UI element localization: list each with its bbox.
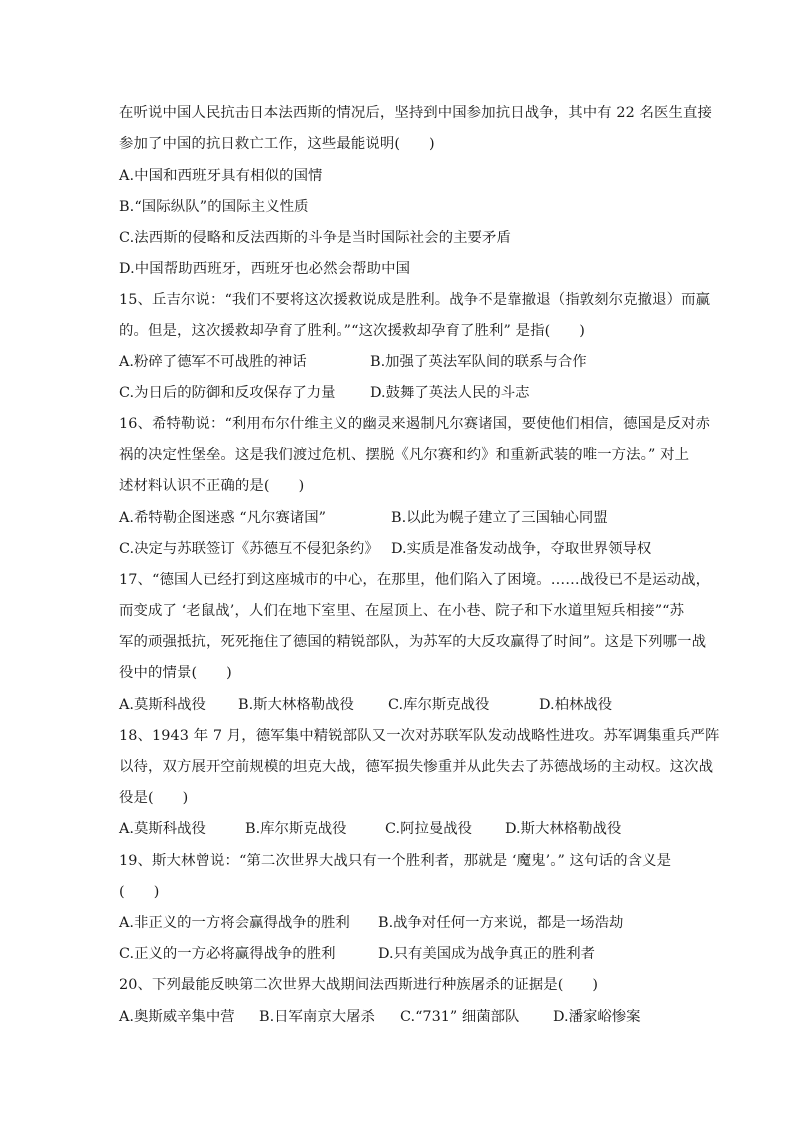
- q19-option-c: C.正义的一方必将赢得战争的胜利: [119, 946, 336, 962]
- q20-line-1: 20、下列最能反映第二次世界大战期间法西斯进行种族屠杀的证据是( ): [119, 977, 599, 993]
- q16-option-d: D.实质是准备发动战争，夺取世界领导权: [391, 541, 652, 557]
- intro-option-c: C.法西斯的侵略和反法西斯的斗争是当时国际社会的主要矛盾: [119, 230, 512, 246]
- q17-line-1: 17、“德国人已经打到这座城市的中心，在那里，他们陷入了困境。……战役已不是运动战，: [119, 572, 711, 588]
- q20-option-a: A.奥斯威辛集中营: [119, 1009, 235, 1025]
- q17-option-b: B.斯大林格勒战役: [238, 697, 354, 713]
- q17-option-d: D.柏林战役: [539, 697, 613, 713]
- q16-option-c: C.决定与苏联签订《苏德互不侵犯条约》: [119, 541, 379, 557]
- q20-option-c: C.“731” 细菌部队: [400, 1009, 520, 1025]
- q18-line-2: 以待，双方展开空前规模的坦克大战，德军损失惨重并从此失去了苏德战场的主动权。这次战: [119, 759, 714, 775]
- q15-line-2: 的。但是，这次援救却孕育了胜利。”“这次援救却孕育了胜利” 是指( ): [119, 323, 585, 339]
- q17-option-c: C.库尔斯克战役: [388, 697, 490, 713]
- q15-option-a: A.粉碎了德军不可战胜的神话: [119, 354, 307, 370]
- q19-option-b: B.战争对任何一方来说，都是一场浩劫: [378, 915, 624, 931]
- q16-line-3: 述材料认识不正确的是( ): [119, 478, 305, 494]
- q18-option-a: A.莫斯科战役: [119, 821, 206, 837]
- q18-line-1: 18、1943 年 7 月，德军集中精锐部队又一次对苏联军队发动战略性进攻。苏军调集重兵严阵: [119, 728, 720, 744]
- q18-option-c: C.阿拉曼战役: [385, 821, 473, 837]
- q16-option-b: B.以此为幌子建立了三国轴心同盟: [391, 510, 608, 526]
- intro-line-2: 参加了中国的抗日救亡工作，这些最能说明( ): [119, 136, 435, 152]
- intro-option-b: B.“国际纵队”的国际主义性质: [119, 199, 309, 215]
- q19-line-2: ( ): [119, 884, 160, 900]
- q15-option-b: B.加强了英法军队间的联系与合作: [370, 354, 587, 370]
- q16-line-1: 16、希特勒说：“利用布尔什维主义的幽灵来遏制凡尔赛诸国，要使他们相信，德国是反对赤: [119, 416, 711, 432]
- q15-option-c: C.为日后的防御和反攻保存了力量: [119, 385, 336, 401]
- q19-option-d: D.只有美国成为战争真正的胜利者: [378, 946, 596, 962]
- q19-line-1: 19、斯大林曾说：“第二次世界大战只有一个胜利者，那就是 ‘魔鬼’。” 这句话的含义是: [119, 853, 672, 869]
- q18-line-3: 役是( ): [119, 790, 189, 806]
- q17-option-a: A.莫斯科战役: [119, 697, 206, 713]
- intro-line-1: 在听说中国人民抗击日本法西斯的情况后，坚持到中国参加抗日战争，其中有 22 名医生直接: [119, 105, 712, 121]
- q15-line-1: 15、丘吉尔说：“我们不要将这次援救说成是胜利。战争不是靠撤退（指敦刻尔克撤退）而赢: [119, 292, 711, 308]
- q17-line-3: 军的顽强抵抗，死死拖住了德国的精锐部队，为苏军的大反攻赢得了时间”。这是下列哪一战: [119, 634, 707, 650]
- q16-line-2: 祸的决定性堡垒。这是我们渡过危机、摆脱《凡尔赛和约》和重新武装的唯一方法。” 对上: [119, 447, 690, 463]
- q19-option-a: A.非正义的一方将会赢得战争的胜利: [119, 915, 350, 931]
- q18-option-d: D.斯大林格勒战役: [505, 821, 622, 837]
- q20-option-d: D.潘家峪惨案: [553, 1009, 641, 1025]
- intro-option-d: D.中国帮助西班牙，西班牙也必然会帮助中国: [119, 261, 411, 277]
- q17-line-4: 役中的情景( ): [119, 665, 232, 681]
- q15-option-d: D.鼓舞了英法人民的斗志: [370, 385, 530, 401]
- q16-option-a: A.希特勒企图迷惑 “凡尔赛诸国”: [119, 510, 326, 526]
- q18-option-b: B.库尔斯克战役: [245, 821, 347, 837]
- intro-option-a: A.中国和西班牙具有相似的国情: [119, 168, 323, 184]
- q17-line-2: 而变成了 ‘老鼠战’，人们在地下室里、在屋顶上、在小巷、院子和下水道里短兵相接”“苏: [119, 603, 685, 619]
- q20-option-b: B.日军南京大屠杀: [259, 1009, 375, 1025]
